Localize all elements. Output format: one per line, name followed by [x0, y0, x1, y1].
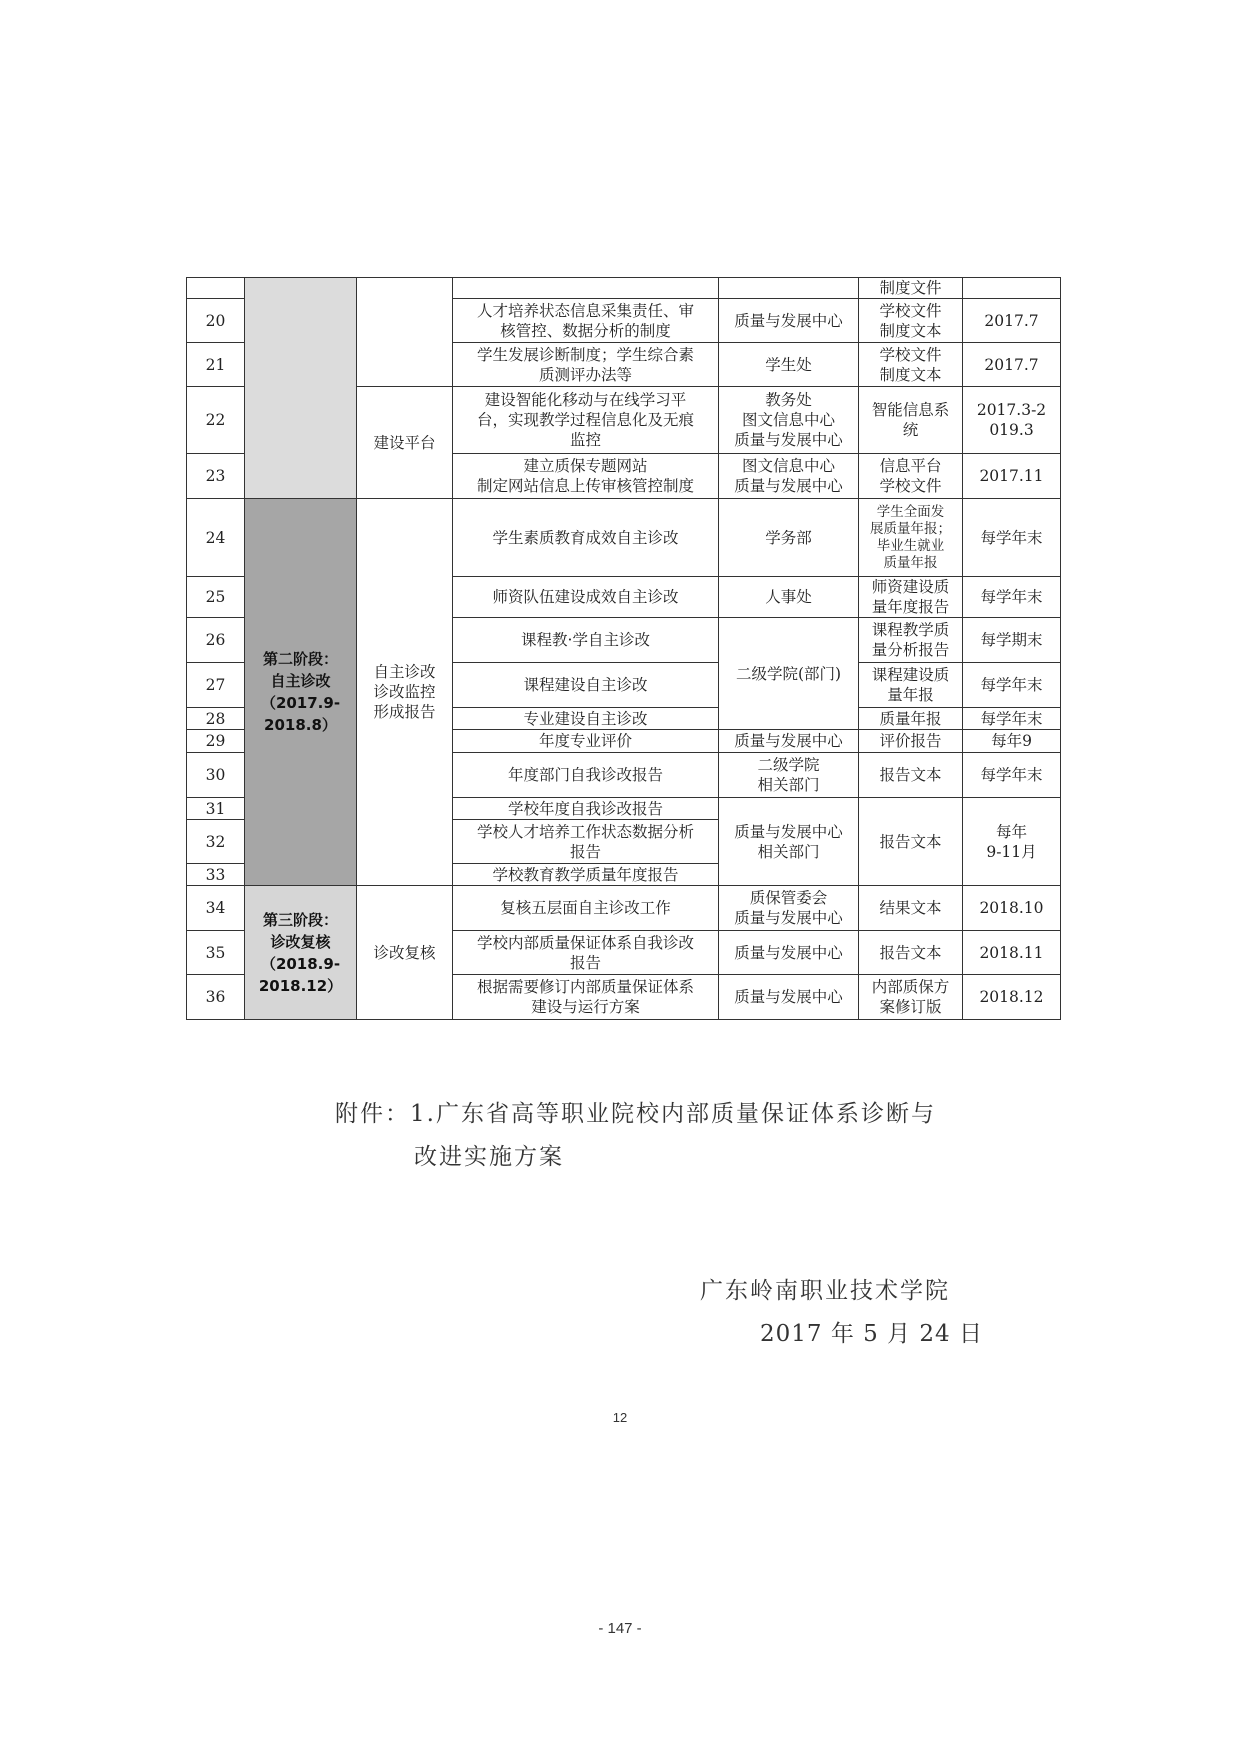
plan-table — [186, 277, 1061, 1020]
dept-cell: 质保管委会 质量与发展中心 — [719, 886, 859, 931]
time-cell: 2017.7 — [963, 299, 1061, 343]
row-number — [187, 278, 245, 299]
task-cell: 学校人才培养工作状态数据分析 报告 — [453, 820, 719, 864]
task-cell: 学校教育教学质量年度报告 — [453, 864, 719, 886]
dept-cell: 二级学院 相关部门 — [719, 753, 859, 798]
time-cell: 2017.3-2 019.3 — [963, 387, 1061, 454]
dept-cell: 人事处 — [719, 577, 859, 618]
table-row — [187, 499, 1061, 577]
task-cell: 专业建设自主诊改 — [453, 708, 719, 730]
output-cell: 学生全面发 展质量年报； 毕业生就业 质量年报 — [859, 499, 963, 577]
task-cell: 人才培养状态信息采集责任、审 核管控、数据分析的制度 — [453, 299, 719, 343]
task-cell: 课程建设自主诊改 — [453, 663, 719, 708]
output-cell: 学校文件 制度文本 — [859, 299, 963, 343]
task-cell: 建立质保专题网站 制定网站信息上传审核管控制度 — [453, 454, 719, 499]
row-number: 33 — [187, 864, 245, 886]
row-number: 23 — [187, 454, 245, 499]
task-cell: 课程教·学自主诊改 — [453, 618, 719, 663]
output-cell: 结果文本 — [859, 886, 963, 931]
row-number: 31 — [187, 798, 245, 820]
time-cell: 每年 9-11月 — [963, 798, 1061, 886]
dept-cell: 质量与发展中心 — [719, 931, 859, 975]
dept-cell — [719, 278, 859, 299]
time-cell: 2018.11 — [963, 931, 1061, 975]
dept-cell: 图文信息中心 质量与发展中心 — [719, 454, 859, 499]
time-cell: 2018.12 — [963, 975, 1061, 1020]
task-cell: 师资队伍建设成效自主诊改 — [453, 577, 719, 618]
task-cell: 年度专业评价 — [453, 730, 719, 753]
dept-cell: 学生处 — [719, 343, 859, 387]
time-cell: 每年9 — [963, 730, 1061, 753]
time-cell: 每学年末 — [963, 753, 1061, 798]
signature-date: 2017 年 5 月 24 日 — [760, 1321, 983, 1347]
time-cell: 每学年末 — [963, 708, 1061, 730]
row-number: 27 — [187, 663, 245, 708]
content-cell: 诊改复核 — [357, 886, 453, 1020]
attachment-line-1: 附件：1.广东省高等职业院校内部质量保证体系诊断与 — [335, 1101, 936, 1127]
task-cell: 学生发展诊断制度；学生综合素 质测评办法等 — [453, 343, 719, 387]
output-cell: 内部质保方 案修订版 — [859, 975, 963, 1020]
task-cell: 建设智能化移动与在线学习平 台，实现教学过程信息化及无痕 监控 — [453, 387, 719, 454]
dept-cell: 质量与发展中心 — [719, 299, 859, 343]
output-cell: 信息平台 学校文件 — [859, 454, 963, 499]
table-row — [187, 886, 1061, 931]
row-number: 21 — [187, 343, 245, 387]
row-number: 36 — [187, 975, 245, 1020]
attachment-line-2: 改进实施方案 — [414, 1144, 564, 1170]
time-cell: 每学年末 — [963, 577, 1061, 618]
task-cell: 学校内部质量保证体系自我诊改 报告 — [453, 931, 719, 975]
stage-cell — [245, 278, 357, 499]
dept-cell: 教务处 图文信息中心 质量与发展中心 — [719, 387, 859, 454]
output-cell: 评价报告 — [859, 730, 963, 753]
task-cell: 学校年度自我诊改报告 — [453, 798, 719, 820]
output-cell: 报告文本 — [859, 798, 963, 886]
row-number: 20 — [187, 299, 245, 343]
stage-two-label: 第二阶段： 自主诊改 （2017.9- 2018.8） — [260, 650, 341, 734]
output-cell: 师资建设质 量年度报告 — [859, 577, 963, 618]
row-number: 30 — [187, 753, 245, 798]
time-cell: 每学年末 — [963, 499, 1061, 577]
row-number: 32 — [187, 820, 245, 864]
dept-cell: 质量与发展中心 相关部门 — [719, 798, 859, 886]
task-cell: 根据需要修订内部质量保证体系 建设与运行方案 — [453, 975, 719, 1020]
task-cell: 年度部门自我诊改报告 — [453, 753, 719, 798]
dept-cell: 二级学院(部门) — [719, 618, 859, 730]
output-cell: 课程教学质 量分析报告 — [859, 618, 963, 663]
row-number: 28 — [187, 708, 245, 730]
time-cell: 每学期末 — [963, 618, 1061, 663]
row-number: 25 — [187, 577, 245, 618]
signature-organization: 广东岭南职业技术学院 — [700, 1278, 950, 1304]
task-cell: 复核五层面自主诊改工作 — [453, 886, 719, 931]
row-number: 22 — [187, 387, 245, 454]
time-cell: 2018.10 — [963, 886, 1061, 931]
output-cell: 报告文本 — [859, 931, 963, 975]
outer-page-number: - 147 - — [598, 1620, 642, 1637]
output-cell: 智能信息系 统 — [859, 387, 963, 454]
row-number: 29 — [187, 730, 245, 753]
task-cell: 学生素质教育成效自主诊改 — [453, 499, 719, 577]
stage-cell — [245, 499, 357, 886]
content-cell: 建设平台 — [357, 387, 453, 499]
time-cell — [963, 278, 1061, 299]
inner-page-number: 12 — [612, 1410, 628, 1425]
row-number: 24 — [187, 499, 245, 577]
output-cell: 课程建设质 量年报 — [859, 663, 963, 708]
output-cell: 学校文件 制度文本 — [859, 343, 963, 387]
output-cell: 报告文本 — [859, 753, 963, 798]
stage-cell — [245, 886, 357, 1020]
row-number: 26 — [187, 618, 245, 663]
time-cell: 2017.11 — [963, 454, 1061, 499]
stage-three-label: 第三阶段： 诊改复核 （2018.9- 2018.12） — [258, 910, 343, 995]
dept-cell: 质量与发展中心 — [719, 975, 859, 1020]
dept-cell: 质量与发展中心 — [719, 730, 859, 753]
dept-cell: 学务部 — [719, 499, 859, 577]
content-cell — [357, 278, 453, 387]
time-cell: 2017.7 — [963, 343, 1061, 387]
content-cell: 自主诊改 诊改监控 形成报告 — [357, 499, 453, 886]
row-number: 35 — [187, 931, 245, 975]
table-row — [187, 278, 1061, 299]
row-number: 34 — [187, 886, 245, 931]
task-cell — [453, 278, 719, 299]
time-cell: 每学年末 — [963, 663, 1061, 708]
output-cell: 制度文件 — [859, 278, 963, 299]
output-cell: 质量年报 — [859, 708, 963, 730]
